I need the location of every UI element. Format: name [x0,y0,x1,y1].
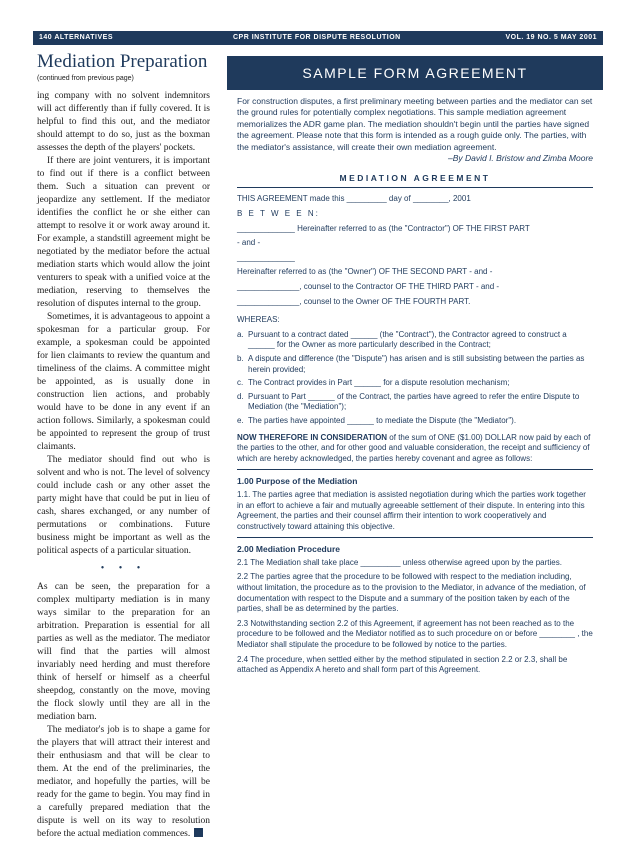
end-of-article-icon [194,828,203,837]
and-line: - and - [237,238,261,248]
header-publisher: CPR INSTITUTE FOR DISPUTE RESOLUTION [233,34,401,41]
whereas-label: WHEREAS: [237,315,280,325]
section-heading: 1.00 Purpose of the Mediation [237,476,358,487]
recital-label: c. [237,378,244,388]
consideration-text: of the sum of ONE ($1.00) DOLLAR now paid by each of the parties to the other, and for other good and valuable consideration, the receipt and sufficiency of which are hereby acknowledged, the parties hereby covenant and agree as follows: [237,432,591,463]
blank-party-line: _____________ [237,252,295,262]
clause-text: 2.4 The procedure, when settled either by the method stipulated in section 2.2 or 2.3, shall be attached as Appendix A hereto and shall form part of this Agreement. [237,654,568,675]
article-paragraph: As can be seen, the preparation for a complex multiparty mediation is in many ways similar to the preparation for an arbitration. Preparation is essential for all parties as well as the mediator. The mediator will find that the parties will almost invariably need herding and must therefore think of herself or himself as a cheerful sheepdog, constantly on the move, moving the flock slowly until they are all in the mediation barn. [37,582,210,722]
form-title: SAMPLE FORM AGREEMENT [227,56,603,90]
intro-text: For construction disputes, a first preliminary meeting between parties and the mediator can set the ground rules for potentially complex negotiations. This sample mediation agreement memorializes the ADR game plan. The mediation shouldn't begin until the parties have signed the agreement. Please note that this form is intended as a rough guide only. The parties, with the mediator's assistance, will create their own mediation agreement. [237,96,593,152]
clause-text: 1.1. The parties agree that mediation is assisted negotiation during which the parties work together in an effort to achieve a fair and mutually agreeable settlement of their dispute. In entering into this Agreement, the parties and their counsel affirm their intention to work cooperatively and constructively toward attaining this objective. [237,489,586,531]
article-paragraph-text: The mediator's job is to shape a game for the players that will attract their interest and their enthusiasm and that will be clear to them. At the end of the preliminaries, the mediator, and hopefully the parties, will be ready for the game to begin. You may find in a carefully prepared mediation that the dispute is well on its way to resolution before the actual mediation commences. [37,725,210,839]
recital-label: e. [237,415,244,425]
form-intro [227,90,603,164]
article-column [37,51,210,841]
recital-item [237,354,593,375]
sample-form-box [227,56,603,680]
section-heading: 2.00 Mediation Procedure [237,544,340,555]
section-divider [237,469,593,470]
fourth-party-line: ______________, counsel to the Owner OF THE FOURTH PART. [237,296,471,306]
article-title: Mediation Preparation [37,51,208,72]
section-divider [237,537,593,538]
article-paragraph: If there are joint venturers, it is important to find out if there is a conflict between them. Such a situation can prevent or jeopardize any settlement. If the mediator identifies the conflict he or she either can attempt to resolve it or work away around it. For example, a standstill agreement might be negotiated by the mediator before the actual mediation starts which would allow the joint venturers to speak with a unified voice at the mediation, reserving to themselves the resolution of disputes internal to the group. [37,156,210,309]
header-issue: VOL. 19 NO. 5 MAY 2001 [505,34,597,41]
article-paragraph: The mediator should find out who is solvent and who is not. The level of solvency could include cash or any other asset the party might have that could be put in lieu of cash, shares exchanged, or any number of permutations or combinations. Future business might be important as well as the political aspects of a particular situation. [37,455,210,556]
first-party-line: _____________ Hereinafter referred to as (the "Contractor") OF THE FIRST PART [237,223,530,233]
article-paragraph: Sometimes, it is advantageous to appoint a spokesman for a particular group. For example, a spokesman could be appointed for lien claimants to review the quantum and timeliness of the claims. A committee might be appointed, as is usually done in construction lien actions, and probably would have to be done in any event if an action follows. Similarly, a spokesman could be appointed to represent the group of trust claimants. [37,312,210,452]
recital-item [237,392,593,413]
recital-label: d. [237,391,244,401]
article-paragraph: ing company with no solvent indemnitors will act differently than if fully covered. It is helpful to find this out, and the mediator should attempt to do so, just as the boxman assesses the depth of the players' pockets. [37,91,210,153]
clause-text: 2.3 Notwithstanding section 2.2 of this Agreement, if agreement has not been reached as to the procedure to be followed and the Mediator notified as to such procedure on or before ________ , the Mediator shall stipulate the procedure to be followed by notice to the parties. [237,618,593,650]
recital-item [237,416,593,427]
recital-item [237,330,593,351]
agreement-body [227,188,603,675]
third-party-line: ______________, counsel to the Contractor OF THE THIRD PART - and - [237,282,500,291]
continued-note: (continued from previous page) [37,75,134,82]
recital-text: The parties have appointed ______ to mediate the Dispute (the "Mediator"). [248,415,517,425]
recital-text: Pursuant to Part ______ of the Contract, the parties have agreed to refer the entire Dispute to Mediation (the "Mediation"); [248,391,580,412]
clause-text: 2.2 The parties agree that the procedure to be followed with respect to the mediation including, without limitation, the procedure as to the provision to the Mediator, in advance of the mediation, of documentation with respect to the Dispute and a summary of the position taken by each of the parties, shall be as determined by the parties. [237,572,586,614]
between-label: B E T W E E N: [237,209,320,219]
byline: –By David I. Bristow and Zimba Moore [447,153,593,164]
consideration-lead: NOW THEREFORE IN CONSIDERATION [237,432,388,442]
recital-label: a. [237,329,244,339]
recital-text: The Contract provides in Part ______ for a dispute resolution mechanism; [248,378,510,388]
recital-text: Pursuant to a contract dated ______ (the "Contract"), the Contractor agreed to construct a ______ for the Owner as more particularly described in the Contract; [248,329,567,350]
recital-label: b. [237,353,244,363]
section-separator: • • • [100,563,147,574]
recital-item [237,378,593,389]
agreement-heading: MEDIATION AGREEMENT [237,173,593,188]
recital-text: A dispute and difference (the "Dispute") has arisen and is still subsisting between the parties as herein provided; [248,353,585,374]
consideration-clause [237,433,593,465]
second-party-line: Hereinafter referred to as (the "Owner") OF THE SECOND PART - and - [237,267,493,277]
article-paragraph [37,724,210,841]
header-page-label: 140 ALTERNATIVES [39,34,113,41]
clause-text: 2.1 The Mediation shall take place _________ unless otherwise agreed upon by the parties. [237,557,562,567]
agreement-date-line: THIS AGREEMENT made this _________ day of ________, 2001 [237,194,471,204]
running-header [33,31,603,45]
